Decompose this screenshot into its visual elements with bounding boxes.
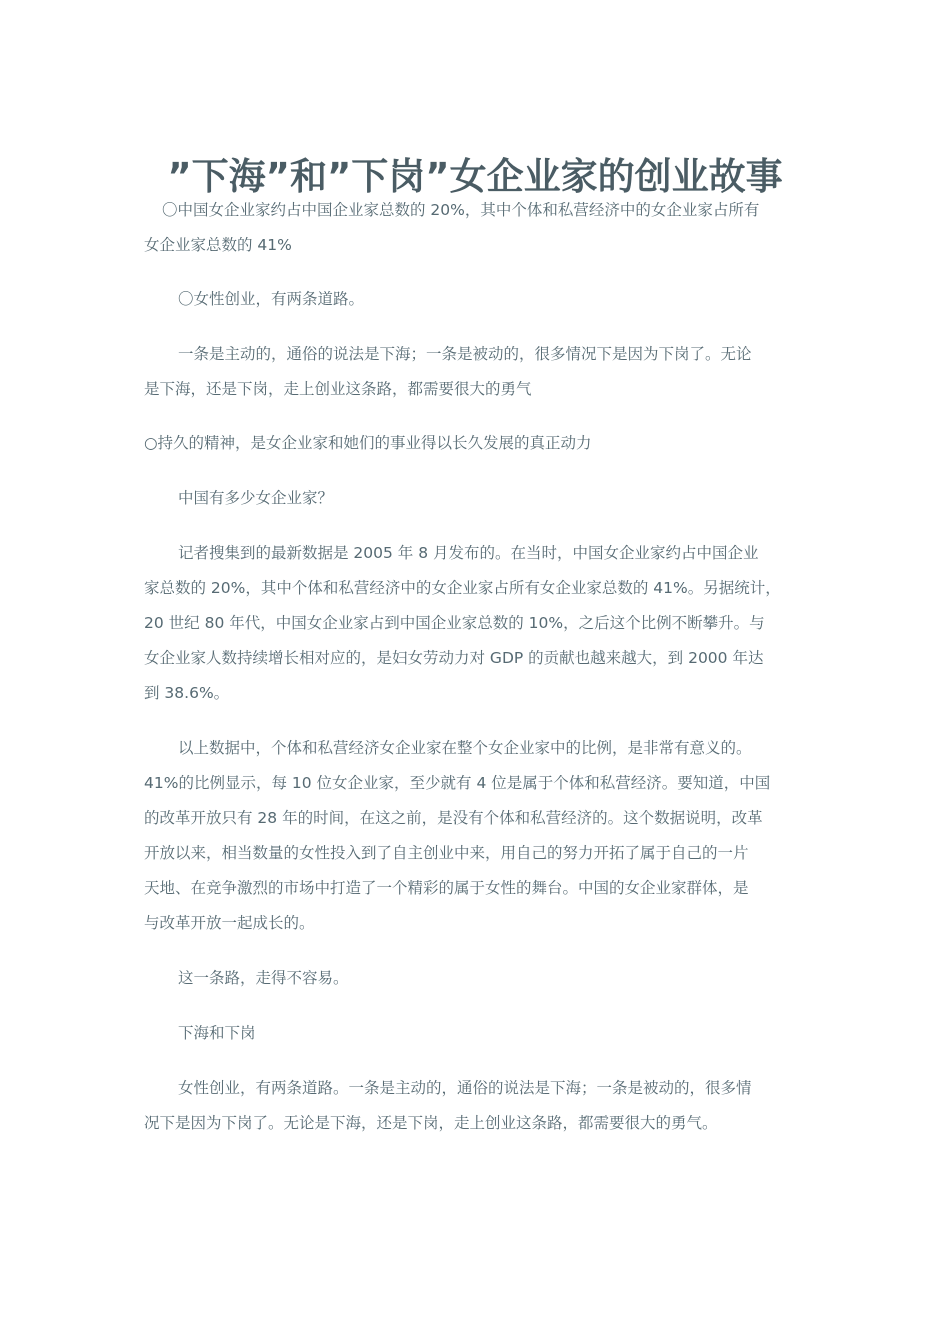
paragraph-line: 与改革开放一起成长的。 — [144, 914, 315, 932]
paragraph-line: 况下是因为下岗了。无论是下海，还是下岗，走上创业这条路，都需要很大的勇气。 — [144, 1114, 718, 1132]
paragraph-line: 这一条路，走得不容易。 — [178, 969, 349, 987]
paragraph-line: 到 38.6%。 — [144, 684, 230, 702]
paragraph-line: 〇女性创业，有两条道路。 — [178, 290, 365, 308]
paragraph-line: ○持久的精神，是女企业家和她们的事业得以长久发展的真正动力 — [144, 434, 592, 452]
paragraph-line: 是下海，还是下岗，走上创业这条路，都需要很大的勇气 — [144, 380, 532, 398]
paragraph-line: 20 世纪 80 年代，中国女企业家占到中国企业家总数的 10%，之后这个比例不断攀升。与 — [144, 614, 765, 632]
paragraph-4 — [144, 426, 814, 461]
paragraph-line: 家总数的 20%，其中个体和私营经济中的女企业家占所有女企业家总数的 41%。另据统计， — [144, 579, 781, 597]
paragraph-8 — [144, 961, 814, 996]
paragraph-9 — [144, 1016, 814, 1051]
paragraph-line: 的改革开放只有 28 年的时间，在这之前，是没有个体和私营经济的。这个数据说明，改革 — [144, 809, 763, 827]
paragraph-line: 女性创业，有两条道路。一条是主动的，通俗的说法是下海；一条是被动的，很多情 — [178, 1079, 752, 1097]
paragraph-line: 以上数据中，个体和私营经济女企业家在整个女企业家中的比例，是非常有意义的。 — [178, 739, 752, 757]
paragraph-line: 一条是主动的，通俗的说法是下海；一条是被动的，很多情况下是因为下岗了。无论 — [178, 345, 752, 363]
paragraph-line: 记者搜集到的最新数据是 2005 年 8 月发布的。在当时，中国女企业家约占中国企业 — [178, 544, 759, 562]
paragraph-line: 41%的比例显示，每 10 位女企业家，至少就有 4 位是属于个体和私营经济。要知道，中国 — [144, 774, 771, 792]
paragraph-line: 下海和下岗 — [178, 1024, 256, 1042]
paragraph-1 — [144, 193, 814, 263]
paragraph-6 — [144, 536, 814, 711]
paragraph-5 — [144, 481, 814, 516]
paragraph-3 — [144, 337, 814, 407]
paragraph-line: 〇中国女企业家约占中国企业家总数的 20%，其中个体和私营经济中的女企业家占所有 — [162, 201, 760, 219]
paragraph-10 — [144, 1071, 814, 1141]
paragraph-2 — [144, 282, 814, 317]
paragraph-line: 女企业家人数持续增长相对应的，是妇女劳动力对 GDP 的贡献也越来越大，到 2000 年达 — [144, 649, 764, 667]
paragraph-line: 中国有多少女企业家？ — [178, 489, 334, 507]
paragraph-line: 天地、在竞争激烈的市场中打造了一个精彩的属于女性的舞台。中国的女企业家群体，是 — [144, 879, 749, 897]
paragraph-line: 开放以来，相当数量的女性投入到了自主创业中来，用自己的努力开拓了属于自己的一片 — [144, 844, 749, 862]
document-title: ”下海”和”下岗”女企业家的创业故事 — [167, 154, 783, 198]
paragraph-line: 女企业家总数的 41% — [144, 236, 292, 254]
paragraph-7 — [144, 731, 814, 941]
